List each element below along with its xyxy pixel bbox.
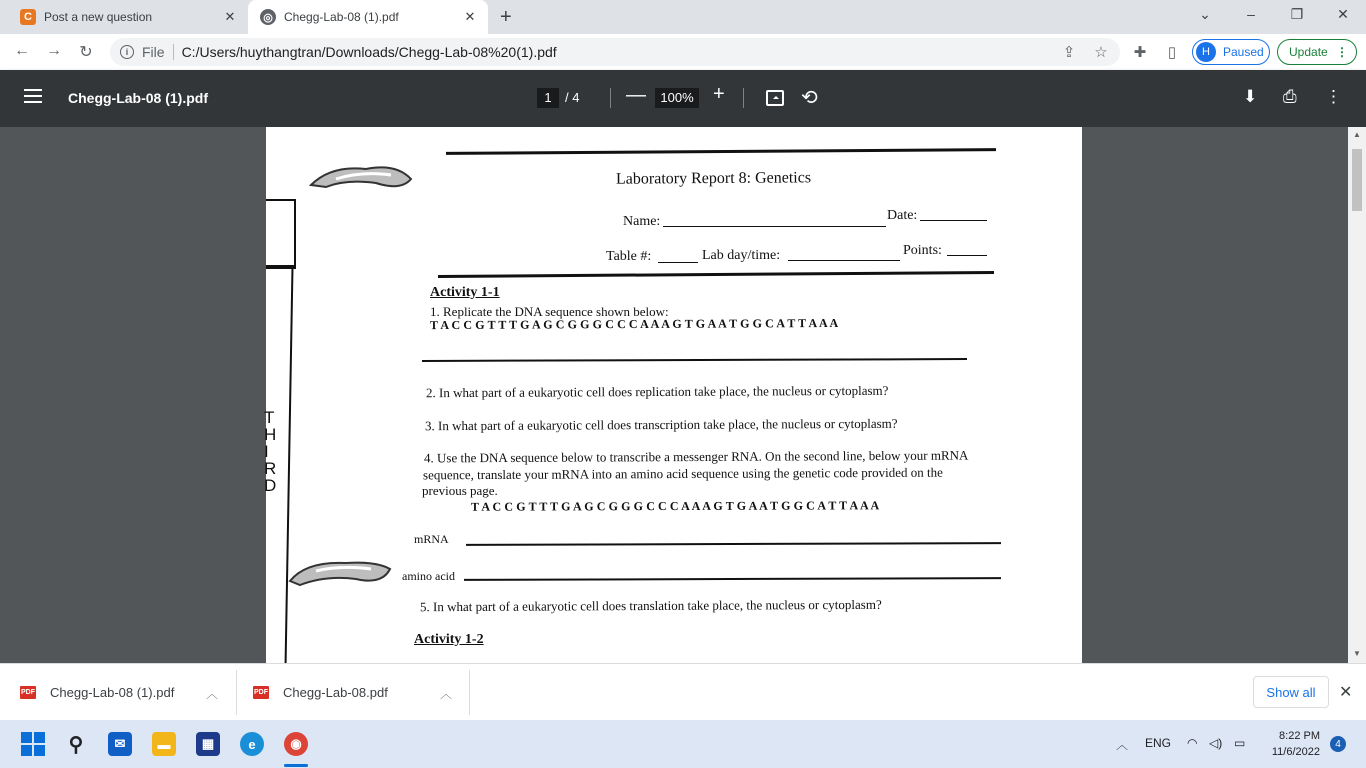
blank-line <box>788 260 900 261</box>
answer-line <box>422 358 967 362</box>
pdf-file-icon: PDF <box>253 686 269 699</box>
star-icon[interactable]: ☆ <box>1094 44 1108 61</box>
blank-line <box>947 255 987 256</box>
scroll-down-icon[interactable]: ▼ <box>1353 649 1361 658</box>
extensions-icon[interactable]: ✚ <box>1133 44 1147 61</box>
windows-start-icon[interactable] <box>21 732 45 756</box>
language-indicator[interactable]: ENG <box>1145 736 1172 750</box>
pdf-page <box>266 127 1082 663</box>
avatar: H <box>1196 42 1216 62</box>
globe-icon: ◎ <box>260 9 276 25</box>
question-3: 3. In what part of a eukaryotic cell does transcription take place, the nucleus or cytoplasm? <box>424 415 898 434</box>
print-icon[interactable]: ⎙ <box>1283 87 1297 106</box>
side-letter: H <box>264 425 277 444</box>
file-explorer-icon[interactable]: ▬ <box>152 732 176 756</box>
binder-clip-image <box>306 157 416 197</box>
question-1: 1. Replicate the DNA sequence shown below: <box>430 304 669 319</box>
scrollbar[interactable] <box>1348 127 1366 663</box>
scan-edge <box>266 265 294 269</box>
dna-sequence: T A C C G T T T G A G C G G G C C C A A A G T G A A T G G C A T T A A A <box>429 315 839 333</box>
share-icon[interactable]: ⇪ <box>1062 44 1076 61</box>
tab-search-icon[interactable]: ⌄ <box>1199 6 1211 22</box>
page-total: / 4 <box>565 90 580 105</box>
date-label: Date: <box>887 208 918 223</box>
profile-button[interactable] <box>1192 39 1270 65</box>
tab-pdf[interactable] <box>248 0 488 34</box>
question-4-line-2: sequence, translate your mRNA into an amino acid sequence using the genetic code provided on the <box>422 464 943 483</box>
edge-icon[interactable]: e <box>240 732 264 756</box>
volume-icon[interactable]: ◁) <box>1209 736 1223 750</box>
tab-title: Post a new question <box>44 10 153 24</box>
address-bar[interactable] <box>110 38 1120 66</box>
back-icon[interactable]: ← <box>14 42 30 59</box>
show-all-button[interactable]: Show all <box>1253 676 1329 708</box>
menu-icon[interactable] <box>24 89 42 103</box>
scroll-thumb[interactable] <box>1352 149 1362 211</box>
question-5: 5. In what part of a eukaryotic cell does translation take place, the nucleus or cytoplasm? <box>419 596 882 615</box>
pdf-file-icon: PDF <box>20 686 36 699</box>
new-tab-button[interactable]: + <box>500 6 512 28</box>
table-label: Table #: <box>606 249 652 264</box>
scan-edge <box>266 199 296 201</box>
time: 8:22 PM <box>1279 730 1320 742</box>
side-letters <box>264 408 277 495</box>
chevron-up-icon[interactable]: ︿ <box>206 687 219 701</box>
blank-line <box>663 226 886 227</box>
divider <box>236 670 237 715</box>
scan-edge <box>294 199 296 269</box>
page-number-input[interactable]: 1 <box>537 88 559 108</box>
zoom-input[interactable]: 100% <box>655 88 699 108</box>
wifi-icon[interactable]: ◠ <box>1187 736 1198 750</box>
url-text: C:/Users/huythangtran/Downloads/Chegg-Lab-08%20(1).pdf <box>181 44 557 60</box>
scroll-up-icon[interactable]: ▲ <box>1353 130 1361 139</box>
points-label: Points: <box>903 243 942 258</box>
dna-sequence: T A C C G T T T G A G C G G G C C C A A A G T G A A T G G C A T T A A A <box>470 498 880 514</box>
side-panel-icon[interactable]: ▯ <box>1167 44 1177 61</box>
chevron-up-icon[interactable]: ︿ <box>440 687 453 701</box>
battery-icon[interactable]: ▭ <box>1234 736 1246 750</box>
minimize-button[interactable]: – <box>1247 6 1255 22</box>
reload-icon[interactable]: ↻ <box>79 44 93 61</box>
close-icon[interactable]: ✕ <box>464 9 476 24</box>
download-filename: Chegg-Lab-08 (1).pdf <box>50 685 175 700</box>
blank-line <box>920 220 987 221</box>
date: 11/6/2022 <box>1271 746 1320 758</box>
side-letter: D <box>264 476 277 495</box>
answer-line <box>464 577 1001 581</box>
activity-heading: Activity 1-1 <box>430 285 500 300</box>
tab-title: Chegg-Lab-08 (1).pdf <box>284 10 399 24</box>
side-letter: R <box>264 459 277 478</box>
chrome-icon[interactable]: ◉ <box>284 732 308 756</box>
pdf-title: Chegg-Lab-08 (1).pdf <box>68 90 208 106</box>
browser-toolbar <box>0 34 1366 70</box>
close-window-button[interactable]: ✕ <box>1337 6 1349 22</box>
info-icon[interactable]: i <box>120 45 134 59</box>
divider <box>173 44 174 60</box>
question-2: 2. In what part of a eukaryotic cell does replication take place, the nucleus or cytoplasm? <box>425 382 889 401</box>
mail-icon[interactable]: ✉ <box>108 732 132 756</box>
side-letter: I <box>264 442 269 461</box>
divider <box>610 88 611 108</box>
download-item[interactable] <box>20 664 174 721</box>
more-icon: ⋮ <box>1336 45 1348 59</box>
chevron-up-icon[interactable]: ︿ <box>1116 738 1129 752</box>
taskbar <box>0 720 1366 768</box>
more-icon[interactable]: ⋮ <box>1325 87 1342 106</box>
chegg-icon: C <box>20 9 36 25</box>
tab-strip <box>0 0 1366 34</box>
doc-title: Laboratory Report 8: Genetics <box>615 169 812 188</box>
active-app-indicator <box>284 764 308 767</box>
update-button[interactable] <box>1277 39 1357 65</box>
name-label: Name: <box>623 214 661 229</box>
rotate-icon[interactable]: ⟲ <box>801 87 818 109</box>
restore-button[interactable]: ❐ <box>1290 6 1304 22</box>
answer-line <box>466 542 1001 546</box>
close-icon[interactable]: ✕ <box>1339 684 1353 701</box>
search-icon[interactable]: ⚲ <box>68 733 84 756</box>
pdf-viewer[interactable] <box>0 127 1366 663</box>
clock[interactable] <box>1264 728 1320 760</box>
activity-heading: Activity 1-2 <box>414 632 484 647</box>
downloads-bar <box>0 663 1366 720</box>
rule-line <box>438 271 994 278</box>
close-icon[interactable]: ✕ <box>224 9 236 24</box>
zoom-in-button[interactable]: + <box>713 83 725 105</box>
blank-line <box>658 262 698 263</box>
profile-status: Paused <box>1223 45 1264 59</box>
update-label: Update <box>1289 45 1328 59</box>
pdf-toolbar <box>0 70 1366 127</box>
forward-icon[interactable]: → <box>46 42 62 59</box>
store-icon[interactable]: ▦ <box>196 732 220 756</box>
download-filename: Chegg-Lab-08.pdf <box>283 685 388 700</box>
notification-badge[interactable]: 4 <box>1330 736 1346 752</box>
binder-clip-image <box>286 555 396 591</box>
rule-line <box>446 148 996 155</box>
scheme-label: File <box>142 44 165 60</box>
download-icon[interactable]: ⬇ <box>1243 87 1258 106</box>
fit-page-icon[interactable] <box>766 90 784 106</box>
scan-edge <box>285 267 294 663</box>
zoom-out-button[interactable]: — <box>626 84 646 106</box>
divider <box>469 670 470 715</box>
divider <box>743 88 744 108</box>
labday-label: Lab day/time: <box>702 248 781 263</box>
question-4-line-1: 4. Use the DNA sequence below to transcribe a messenger RNA. On the second line, below your mRNA <box>423 447 969 466</box>
side-letter: T <box>264 408 275 427</box>
question-4-line-3: previous page. <box>422 483 498 498</box>
amino-label: amino acid <box>402 569 455 583</box>
download-item[interactable] <box>253 664 388 721</box>
tab-post-question[interactable] <box>8 0 248 34</box>
mrna-label: mRNA <box>414 532 449 546</box>
